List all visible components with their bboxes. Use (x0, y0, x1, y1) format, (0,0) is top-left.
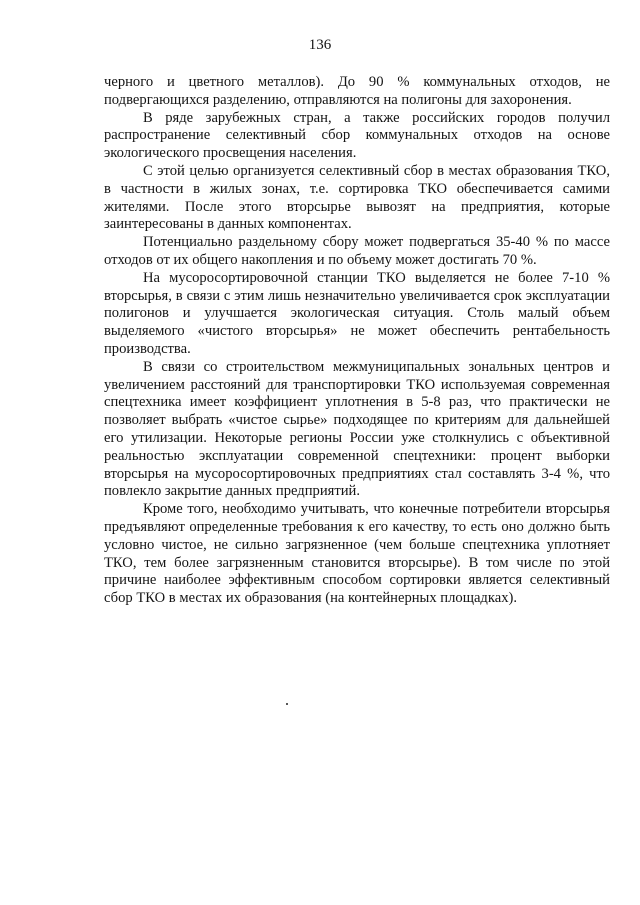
page-number: 136 (308, 37, 332, 53)
paragraph-foreign-experience: В ряде зарубежных стран, а также российских городов получил распространение селективный сбор коммунальных отходов на основе экологического просвещения населения. (104, 109, 610, 162)
paragraph-sorting-station: На мусоросортировочной станции ТКО выделяется не более 7-10 % вторсырья, в связи с этим лишь незначительно увеличивается срок эксплуатации полигонов и улучшается экологическая ситуация. Столь малый объем выделяемого «чистого вторсырья» не может обеспечить рентабельность производства. (104, 269, 610, 357)
text-body (104, 74, 610, 608)
paragraph-collection-potential: Потенциально раздельному сбору может подвергаться 35-40 % по массе отходов от их общего накопления и по объему может достигать 70 %. (104, 234, 610, 268)
scan-speck (286, 703, 288, 705)
paragraph-compaction-equipment: В связи со строительством межмуниципальных зональных центров и увеличением расстояний для транспортировки ТКО используемая современная спецтехника имеет коэффициент уплотнения в 5-8 раз, что практически не позволяет выбрать «чистое сырье» подходящее по критериям для дальнейшей его утилизации. Некоторые регионы России уже столкнулись с объективной реальностью эксплуатации современной спецтехники: процент выборки вторсырья на мусоросортировочных предприятиях стал составлять 3-4 %, что повлекло закрытие данных предприятий. (104, 358, 610, 500)
paragraph-consumer-requirements: Кроме того, необходимо учитывать, что конечные потребители вторсырья предъявляют определенные требования к его качеству, то есть оно должно быть условно чистое, не сильно загрязненное (чем больше спецтехника уплотняет ТКО, тем более загрязненным становится вторсырье). В том числе по этой причине наиболее эффективным способом сортировки является селективный сбор ТКО в местах их образования (на контейнерных площадках). (104, 501, 610, 607)
paragraph-continuation: черного и цветного металлов). До 90 % коммунальных отходов, не подвергающихся разделению, отправляются на полигоны для захоронения. (104, 74, 610, 108)
paragraph-selective-collection: С этой целью организуется селективный сбор в местах образования ТКО, в частности в жилых зонах, т.е. сортировка ТКО обеспечивается самими жителями. После этого вторсырье вывозят на предприятия, которые заинтересованы в данных компонентах. (104, 162, 610, 233)
